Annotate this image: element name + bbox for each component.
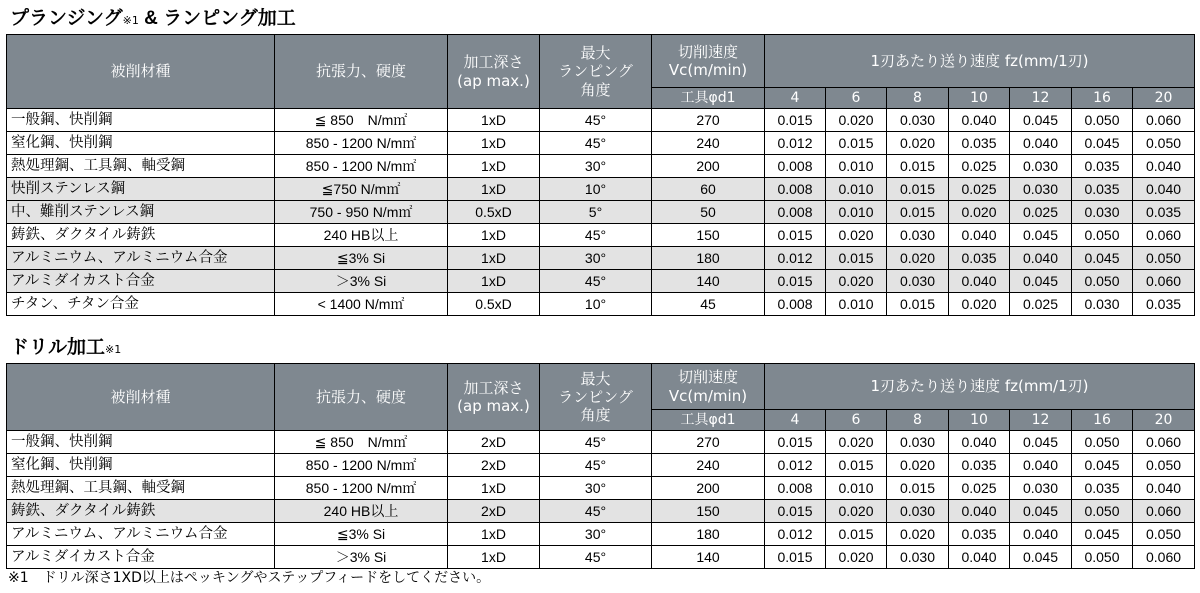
feed-value-cell: 0.012	[765, 523, 826, 546]
feed-value-cell: 0.030	[887, 224, 949, 247]
feed-value-cell: 0.040	[949, 270, 1010, 293]
feed-value-cell: 0.020	[949, 293, 1010, 316]
cutting-speed-cell: 200	[652, 155, 765, 178]
table-row	[7, 132, 1195, 155]
header-diameter-6: 6	[826, 410, 887, 431]
header-speed-line2: Vc(m/min)	[668, 61, 748, 79]
feed-value-cell: 0.010	[826, 293, 887, 316]
header-depth-line1: 加工深さ	[463, 53, 524, 72]
feed-value-cell: 0.030	[887, 500, 949, 523]
feed-value-cell: 0.020	[826, 500, 887, 523]
cutting-speed-cell: 180	[652, 247, 765, 270]
feed-value-cell: 0.020	[887, 132, 949, 155]
feed-value-cell: 0.030	[1072, 293, 1133, 316]
material-cell: 熱処理鋼、工具鋼、軸受鋼	[7, 477, 275, 500]
header-angle-line2: ランピング	[558, 387, 633, 406]
table-row	[7, 477, 1195, 500]
feed-value-cell: 0.050	[1133, 132, 1195, 155]
cutting-speed-cell: 240	[652, 454, 765, 477]
feed-value-cell: 0.020	[826, 546, 887, 569]
ramp-angle-cell: 45°	[540, 224, 652, 247]
depth-cell: 1xD	[448, 109, 540, 132]
plunging-table-body	[7, 109, 1195, 316]
drilling-section-title	[10, 336, 121, 361]
feed-value-cell: 0.015	[887, 201, 949, 224]
tensile-cell: 850 - 1200 N/m㎡	[275, 454, 448, 477]
cutting-speed-cell: 50	[652, 201, 765, 224]
plunging-title-ampersand: &	[138, 8, 164, 29]
header-depth	[448, 35, 540, 109]
feed-value-cell: 0.015	[765, 109, 826, 132]
feed-value-cell: 0.015	[887, 293, 949, 316]
depth-cell: 0.5xD	[448, 201, 540, 224]
feed-value-cell: 0.035	[1133, 201, 1195, 224]
feed-value-cell: 0.050	[1133, 247, 1195, 270]
header-cutting-speed	[652, 364, 765, 410]
feed-value-cell: 0.060	[1133, 109, 1195, 132]
table-row	[7, 224, 1195, 247]
ramp-angle-cell: 30°	[540, 247, 652, 270]
feed-value-cell: 0.050	[1072, 224, 1133, 247]
header-diameter-4: 4	[765, 88, 826, 109]
feed-value-cell: 0.040	[949, 546, 1010, 569]
tensile-cell: ≦3% Si	[275, 247, 448, 270]
material-cell: 窒化鋼、快削鋼	[7, 132, 275, 155]
feed-value-cell: 0.045	[1010, 546, 1072, 569]
feed-value-cell: 0.035	[1072, 155, 1133, 178]
table-row	[7, 155, 1195, 178]
depth-cell: 1xD	[448, 224, 540, 247]
depth-cell: 1xD	[448, 247, 540, 270]
tensile-cell: ＞3% Si	[275, 546, 448, 569]
feed-value-cell: 0.040	[1010, 523, 1072, 546]
header-diameter-16: 16	[1072, 410, 1133, 431]
table-row	[7, 523, 1195, 546]
feed-value-cell: 0.045	[1072, 132, 1133, 155]
ramp-angle-cell: 45°	[540, 500, 652, 523]
ramp-angle-cell: 45°	[540, 270, 652, 293]
header-diameter-20: 20	[1133, 410, 1195, 431]
feed-value-cell: 0.040	[1010, 454, 1072, 477]
feed-value-cell: 0.040	[1010, 132, 1072, 155]
table-row	[7, 270, 1195, 293]
feed-value-cell: 0.015	[765, 546, 826, 569]
tensile-cell: ≦ 850 N/m㎡	[275, 431, 448, 454]
feed-value-cell: 0.020	[826, 431, 887, 454]
tensile-cell: 850 - 1200 N/m㎡	[275, 132, 448, 155]
feed-value-cell: 0.015	[887, 155, 949, 178]
ramp-angle-cell: 5°	[540, 201, 652, 224]
header-ramp-angle	[540, 364, 652, 431]
depth-cell: 1xD	[448, 155, 540, 178]
feed-value-cell: 0.060	[1133, 431, 1195, 454]
header-speed-line2: Vc(m/min)	[668, 386, 748, 405]
feed-value-cell: 0.050	[1133, 523, 1195, 546]
header-depth-line2: (ap max.)	[457, 71, 530, 90]
material-cell: チタン、チタン合金	[7, 293, 275, 316]
feed-value-cell: 0.045	[1010, 500, 1072, 523]
feed-value-cell: 0.015	[887, 477, 949, 500]
feed-value-cell: 0.008	[765, 293, 826, 316]
feed-value-cell: 0.030	[887, 109, 949, 132]
material-cell: アルミダイカスト合金	[7, 270, 275, 293]
plunging-title-note-mark: ※1	[122, 14, 139, 27]
feed-value-cell: 0.010	[826, 201, 887, 224]
ramp-angle-cell: 45°	[540, 431, 652, 454]
feed-value-cell: 0.050	[1072, 270, 1133, 293]
feed-value-cell: 0.035	[949, 454, 1010, 477]
footnote: ※1 ドリル深さ1XD以上はペッキングやステップフィードをしてください。	[8, 570, 491, 586]
feed-value-cell: 0.045	[1072, 523, 1133, 546]
feed-value-cell: 0.015	[765, 270, 826, 293]
depth-cell: 1xD	[448, 132, 540, 155]
feed-value-cell: 0.030	[1010, 178, 1072, 201]
header-depth	[448, 364, 540, 431]
feed-value-cell: 0.015	[826, 454, 887, 477]
cutting-speed-cell: 150	[652, 500, 765, 523]
feed-value-cell: 0.025	[949, 155, 1010, 178]
depth-cell: 2xD	[448, 500, 540, 523]
feed-value-cell: 0.025	[1010, 293, 1072, 316]
feed-value-cell: 0.030	[887, 431, 949, 454]
header-cutting-speed	[652, 35, 765, 88]
depth-cell: 0.5xD	[448, 293, 540, 316]
feed-value-cell: 0.040	[949, 224, 1010, 247]
feed-value-cell: 0.030	[887, 270, 949, 293]
table-row	[7, 546, 1195, 569]
table-row	[7, 201, 1195, 224]
plunging-section-title	[10, 7, 296, 32]
tensile-cell: 750 - 950 N/m㎡	[275, 201, 448, 224]
header-tensile: 抗張力、硬度	[275, 364, 448, 431]
plunging-table	[6, 34, 1195, 316]
tensile-cell: < 1400 N/m㎡	[275, 293, 448, 316]
material-cell: 中、難削ステンレス鋼	[7, 201, 275, 224]
cutting-speed-cell: 60	[652, 178, 765, 201]
ramp-angle-cell: 10°	[540, 293, 652, 316]
header-feed-per-tooth: 1刃あたり送り速度 fz(mm/1刃)	[765, 35, 1195, 88]
cutting-speed-cell: 270	[652, 109, 765, 132]
table-row	[7, 178, 1195, 201]
cutting-speed-cell: 200	[652, 477, 765, 500]
feed-value-cell: 0.015	[765, 431, 826, 454]
plunging-title-suffix: ランピング加工	[163, 7, 296, 29]
feed-value-cell: 0.060	[1133, 546, 1195, 569]
tensile-cell: 850 - 1200 N/m㎡	[275, 477, 448, 500]
table-row	[7, 293, 1195, 316]
tensile-cell: ≦750 N/m㎡	[275, 178, 448, 201]
feed-value-cell: 0.015	[887, 178, 949, 201]
feed-value-cell: 0.015	[765, 224, 826, 247]
feed-value-cell: 0.010	[826, 155, 887, 178]
feed-value-cell: 0.045	[1010, 109, 1072, 132]
cutting-speed-cell: 270	[652, 431, 765, 454]
ramp-angle-cell: 45°	[540, 109, 652, 132]
feed-value-cell: 0.008	[765, 178, 826, 201]
feed-value-cell: 0.020	[887, 247, 949, 270]
table-row	[7, 109, 1195, 132]
cutting-speed-cell: 180	[652, 523, 765, 546]
header-material: 被削材種	[7, 35, 275, 109]
header-diameter-6: 6	[826, 88, 887, 109]
ramp-angle-cell: 45°	[540, 132, 652, 155]
material-cell: アルミニウム、アルミニウム合金	[7, 523, 275, 546]
feed-value-cell: 0.030	[1010, 155, 1072, 178]
ramp-angle-cell: 45°	[540, 546, 652, 569]
feed-value-cell: 0.050	[1133, 454, 1195, 477]
tensile-cell: 850 - 1200 N/m㎡	[275, 155, 448, 178]
feed-value-cell: 0.035	[1133, 293, 1195, 316]
header-diameter-8: 8	[887, 88, 949, 109]
tensile-cell: ＞3% Si	[275, 270, 448, 293]
depth-cell: 2xD	[448, 431, 540, 454]
tensile-cell: ≦ 850 N/m㎡	[275, 109, 448, 132]
ramp-angle-cell: 30°	[540, 155, 652, 178]
drilling-title-note-mark: ※1	[105, 343, 122, 356]
feed-value-cell: 0.035	[1072, 477, 1133, 500]
cutting-speed-cell: 150	[652, 224, 765, 247]
feed-value-cell: 0.035	[1072, 178, 1133, 201]
feed-value-cell: 0.008	[765, 477, 826, 500]
header-angle-line1: 最大	[580, 369, 611, 388]
material-cell: 窒化鋼、快削鋼	[7, 454, 275, 477]
feed-value-cell: 0.010	[826, 477, 887, 500]
header-diameter-8: 8	[887, 410, 949, 431]
depth-cell: 2xD	[448, 454, 540, 477]
ramp-angle-cell: 30°	[540, 523, 652, 546]
material-cell: アルミニウム、アルミニウム合金	[7, 247, 275, 270]
feed-value-cell: 0.060	[1133, 224, 1195, 247]
header-speed-line1: 切削速度	[677, 368, 738, 387]
feed-value-cell: 0.040	[949, 109, 1010, 132]
header-depth-line1: 加工深さ	[463, 378, 524, 397]
depth-cell: 1xD	[448, 178, 540, 201]
drilling-table-header	[7, 364, 1195, 431]
ramp-angle-cell: 45°	[540, 454, 652, 477]
feed-value-cell: 0.030	[1072, 201, 1133, 224]
header-angle-line1: 最大	[580, 44, 611, 63]
feed-value-cell: 0.020	[887, 454, 949, 477]
material-cell: 一般鋼、快削鋼	[7, 431, 275, 454]
feed-value-cell: 0.050	[1072, 500, 1133, 523]
cutting-speed-cell: 140	[652, 270, 765, 293]
feed-value-cell: 0.030	[887, 546, 949, 569]
header-diameter-10: 10	[949, 410, 1010, 431]
depth-cell: 1xD	[448, 546, 540, 569]
feed-value-cell: 0.050	[1072, 109, 1133, 132]
tensile-cell: ≦3% Si	[275, 523, 448, 546]
feed-value-cell: 0.020	[826, 109, 887, 132]
header-angle-line3: 角度	[580, 80, 611, 99]
feed-value-cell: 0.015	[826, 132, 887, 155]
feed-value-cell: 0.015	[765, 500, 826, 523]
feed-value-cell: 0.012	[765, 247, 826, 270]
drilling-table-body	[7, 431, 1195, 569]
material-cell: 熱処理鋼、工具鋼、軸受鋼	[7, 155, 275, 178]
feed-value-cell: 0.020	[826, 224, 887, 247]
cutting-speed-cell: 140	[652, 546, 765, 569]
table-row	[7, 454, 1195, 477]
header-angle-line3: 角度	[580, 406, 611, 425]
feed-value-cell: 0.060	[1133, 500, 1195, 523]
header-diameter-12: 12	[1010, 88, 1072, 109]
feed-value-cell: 0.008	[765, 201, 826, 224]
feed-value-cell: 0.040	[949, 500, 1010, 523]
material-cell: 一般鋼、快削鋼	[7, 109, 275, 132]
header-diameter-10: 10	[949, 88, 1010, 109]
feed-value-cell: 0.040	[1133, 477, 1195, 500]
feed-value-cell: 0.040	[1010, 247, 1072, 270]
feed-value-cell: 0.025	[949, 477, 1010, 500]
drilling-title-text: ドリル加工	[10, 336, 106, 358]
header-diameter-12: 12	[1010, 410, 1072, 431]
feed-value-cell: 0.045	[1010, 270, 1072, 293]
feed-value-cell: 0.045	[1072, 247, 1133, 270]
header-tool-diameter: 工具φd1	[652, 88, 765, 109]
header-diameter-4: 4	[765, 410, 826, 431]
feed-value-cell: 0.050	[1072, 431, 1133, 454]
feed-value-cell: 0.030	[1010, 477, 1072, 500]
feed-value-cell: 0.060	[1133, 270, 1195, 293]
ramp-angle-cell: 30°	[540, 477, 652, 500]
table-row	[7, 431, 1195, 454]
plunging-table-header	[7, 35, 1195, 109]
material-cell: 鋳鉄、ダクタイル鋳鉄	[7, 500, 275, 523]
material-cell: 快削ステンレス鋼	[7, 178, 275, 201]
feed-value-cell: 0.008	[765, 155, 826, 178]
feed-value-cell: 0.010	[826, 178, 887, 201]
table-row	[7, 247, 1195, 270]
header-diameter-16: 16	[1072, 88, 1133, 109]
header-tool-diameter: 工具φd1	[652, 410, 765, 431]
header-feed-per-tooth: 1刃あたり送り速度 fz(mm/1刃)	[765, 364, 1195, 410]
feed-value-cell: 0.045	[1072, 454, 1133, 477]
depth-cell: 1xD	[448, 477, 540, 500]
feed-value-cell: 0.015	[826, 247, 887, 270]
feed-value-cell: 0.045	[1010, 431, 1072, 454]
tensile-cell: 240 HB以上	[275, 224, 448, 247]
header-diameter-20: 20	[1133, 88, 1195, 109]
depth-cell: 1xD	[448, 270, 540, 293]
feed-value-cell: 0.040	[949, 431, 1010, 454]
header-speed-line1: 切削速度	[677, 42, 738, 61]
header-angle-line2: ランピング	[558, 62, 633, 81]
feed-value-cell: 0.035	[949, 523, 1010, 546]
feed-value-cell: 0.035	[949, 132, 1010, 155]
plunging-title-text: プランジング	[10, 7, 123, 29]
cutting-speed-cell: 240	[652, 132, 765, 155]
feed-value-cell: 0.040	[1133, 178, 1195, 201]
material-cell: アルミダイカスト合金	[7, 546, 275, 569]
header-tensile: 抗張力、硬度	[275, 35, 448, 109]
feed-value-cell: 0.025	[1010, 201, 1072, 224]
feed-value-cell: 0.050	[1072, 546, 1133, 569]
feed-value-cell: 0.020	[887, 523, 949, 546]
ramp-angle-cell: 10°	[540, 178, 652, 201]
feed-value-cell: 0.020	[949, 201, 1010, 224]
header-depth-line2: (ap max.)	[457, 397, 530, 415]
header-ramp-angle	[540, 35, 652, 109]
drilling-table	[6, 363, 1195, 569]
tensile-cell: 240 HB以上	[275, 500, 448, 523]
feed-value-cell: 0.035	[949, 247, 1010, 270]
feed-value-cell: 0.040	[1133, 155, 1195, 178]
material-cell: 鋳鉄、ダクタイル鋳鉄	[7, 224, 275, 247]
feed-value-cell: 0.025	[949, 178, 1010, 201]
feed-value-cell: 0.045	[1010, 224, 1072, 247]
table-row	[7, 500, 1195, 523]
feed-value-cell: 0.012	[765, 132, 826, 155]
cutting-speed-cell: 45	[652, 293, 765, 316]
feed-value-cell: 0.015	[826, 523, 887, 546]
header-material: 被削材種	[7, 364, 275, 431]
depth-cell: 1xD	[448, 523, 540, 546]
feed-value-cell: 0.012	[765, 454, 826, 477]
feed-value-cell: 0.020	[826, 270, 887, 293]
